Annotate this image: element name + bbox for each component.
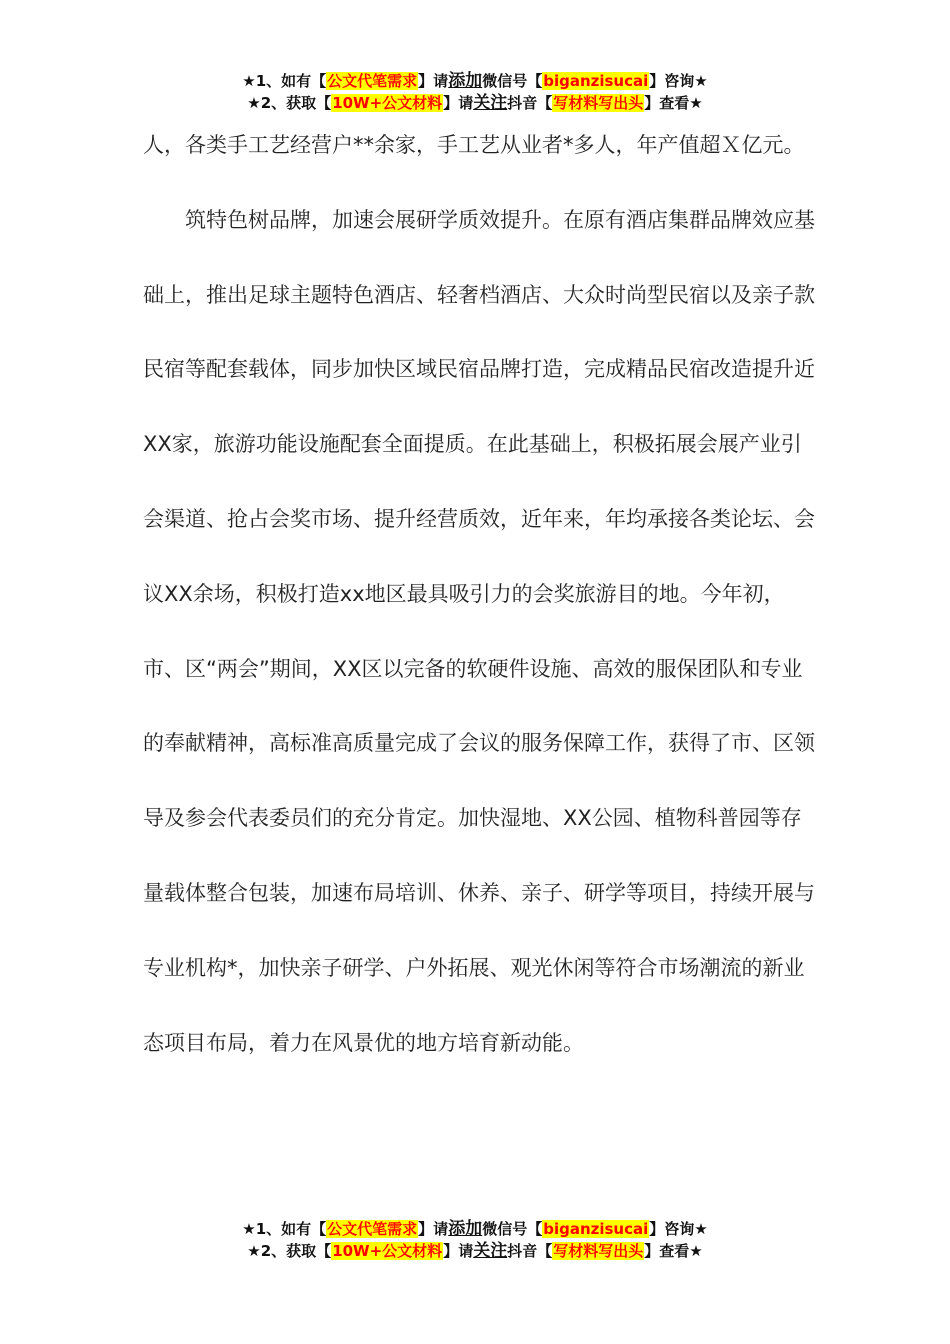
promo-text: 微信号【 [482, 1220, 543, 1238]
paragraph-1: 人，各类手工艺经营户**余家，手工艺从业者*多人，年产值超Ｘ亿元。 [143, 133, 805, 157]
promo-line-1 [0, 1218, 950, 1240]
promo-text: ★2、获取【 [247, 1242, 332, 1260]
promo-text: 】咨询★ [649, 72, 708, 90]
promo-footer [0, 1218, 950, 1262]
promo-text: 抖音【 [507, 94, 553, 112]
promo-text: 】查看★ [644, 94, 703, 112]
promo-text: 】咨询★ [649, 1220, 708, 1238]
promo-emphasis: 关注 [473, 93, 508, 113]
promo-emphasis: 关注 [473, 1241, 508, 1261]
promo-line-1 [0, 70, 950, 92]
promo-highlight: 10W+公文材料 [332, 1242, 443, 1260]
promo-highlight: 写材料写出头 [553, 1242, 644, 1260]
promo-text: 】请 [443, 1242, 474, 1260]
promo-text: 】请 [418, 1220, 449, 1238]
promo-line-2 [0, 1240, 950, 1262]
document-body [143, 108, 815, 1080]
promo-highlight: 公文代笔需求 [327, 72, 418, 90]
promo-highlight: 写材料写出头 [553, 94, 644, 112]
promo-emphasis: 添加 [448, 1219, 483, 1239]
promo-highlight: 公文代笔需求 [327, 1220, 418, 1238]
promo-text: 抖音【 [507, 1242, 553, 1260]
promo-text: 微信号【 [482, 72, 543, 90]
promo-highlight: biganzisucai [543, 72, 649, 90]
paragraph-2: 筑特色树品牌，加速会展研学质效提升。在原有酒店集群品牌效应基础上，推出足球主题特色酒店、轻奢档酒店、大众时尚型民宿以及亲子款民宿等配套载体，同步加快区域民宿品牌打造，完成精品民宿改造提升近XX家，旅游功能设施配套全面提质。在此基础上，积极拓展会展产业引会渠道、抢占会奖市场、提升经营质效，近年来，年均承接各类论坛、会议XX余场，积极打造xx地区最具吸引力的会奖旅游目的地。今年初，市、区“两会”期间，XX区以完备的软硬件设施、高效的服保团队和专业的奉献精神，高标准高质量完成了会议的服务保障工作，获得了市、区领导及参会代表委员们的充分肯定。加快湿地、XX公园、植物科普园等存量载体整合包装，加速布局培训、休养、亲子、研学等项目，持续开展与专业机构*，加快亲子研学、户外拓展、观光休闲等符合市场潮流的新业态项目布局，着力在风景优的地方培育新动能。 [143, 207, 815, 1055]
promo-highlight: 10W+公文材料 [332, 94, 443, 112]
promo-text: ★2、获取【 [247, 94, 332, 112]
promo-text: 】请 [418, 72, 449, 90]
promo-text: 】查看★ [644, 1242, 703, 1260]
promo-emphasis: 添加 [448, 71, 483, 91]
promo-highlight: biganzisucai [543, 1220, 649, 1238]
promo-text: ★1、如有【 [242, 72, 327, 90]
promo-text: 】请 [443, 94, 474, 112]
promo-text: ★1、如有【 [242, 1220, 327, 1238]
